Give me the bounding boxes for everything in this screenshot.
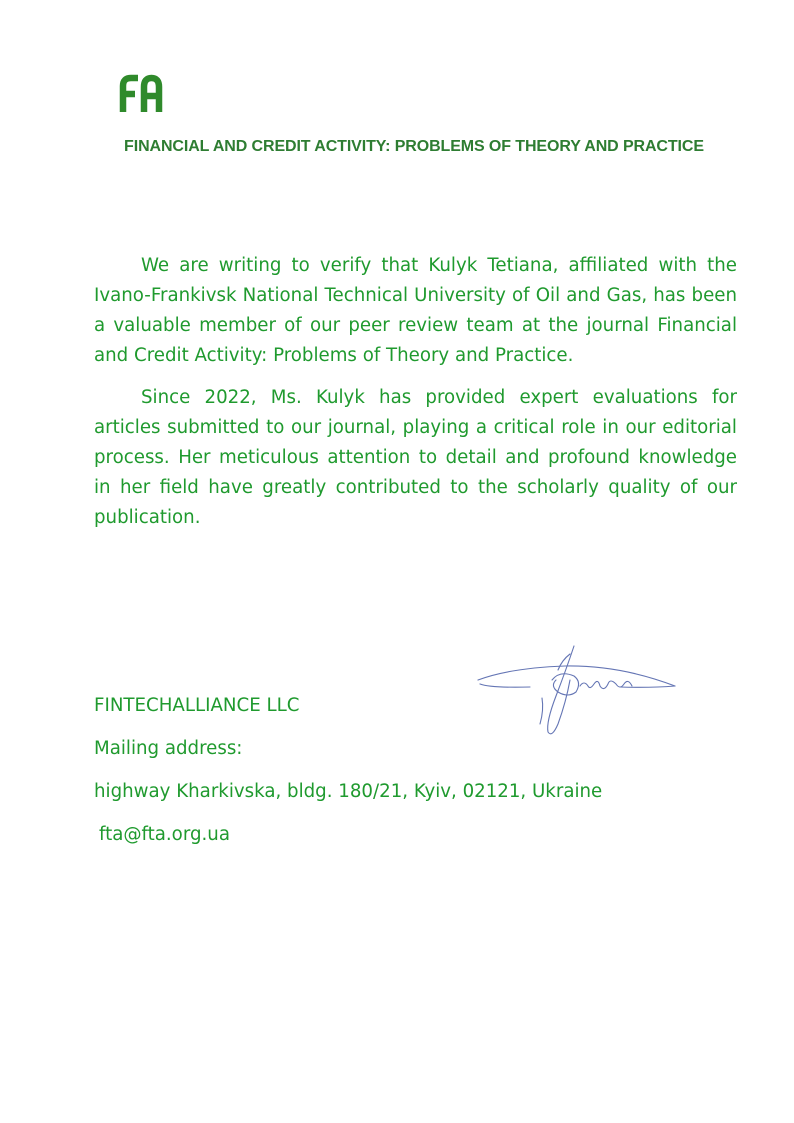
company-name: FINTECHALLIANCE LLC	[94, 695, 300, 716]
paragraph-contribution: Since 2022, Ms. Kulyk has provided expert evaluations for articles submitted to our journal, playing a critical role in our editorial process. Her meticulous attention to detail and profound knowledge in her field have greatly contributed to the scholarly quality of our publication.	[94, 387, 737, 528]
paragraph-verification: We are writing to verify that Kulyk Tetiana, affiliated with the Ivano-Frankivsk National Technical University of Oil and Gas, has been a valuable member of our peer review team at the journal Financial and Credit Activity: Problems of Theory and Practice.	[94, 255, 737, 366]
mailing-address: highway Kharkivska, bldg. 180/21, Kyiv, 02121, Ukraine	[94, 781, 603, 802]
handwritten-signature-icon	[470, 640, 685, 740]
email-address: fta@fta.org.ua	[99, 824, 230, 845]
fa-monogram-logo-icon	[119, 74, 163, 112]
journal-title: FINANCIAL AND CREDIT ACTIVITY: PROBLEMS OF THEORY AND PRACTICE	[124, 138, 704, 155]
mailing-address-label: Mailing address:	[94, 738, 243, 759]
letter-body	[94, 251, 737, 545]
